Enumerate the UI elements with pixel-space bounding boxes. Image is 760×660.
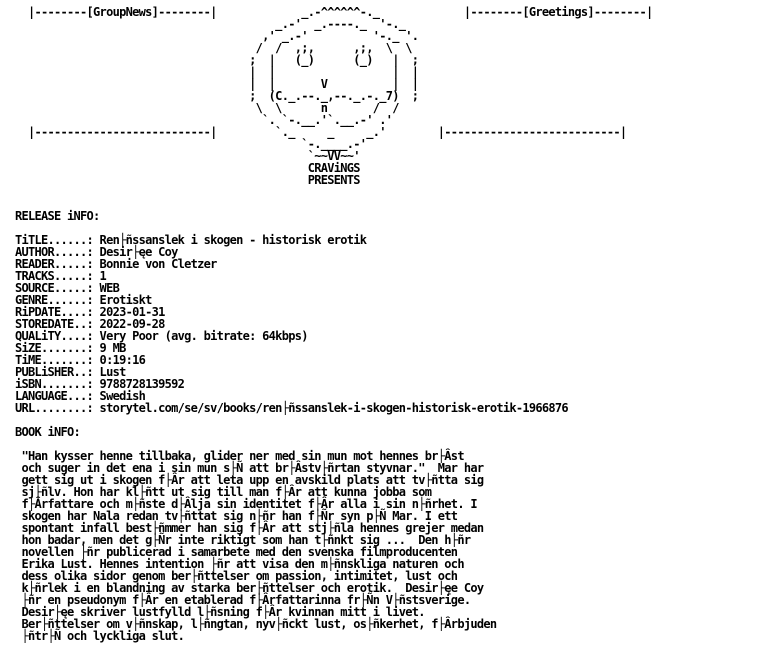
nfo-line: STOREDATE..: 2022-09-28 [15, 317, 165, 331]
nfo-line: PUBLiSHER..: Lust [15, 365, 126, 379]
nfo-line: `~~VV~~' [15, 149, 360, 163]
nfo-line: `. `-.__.'`.__.-' .' [15, 113, 393, 127]
nfo-line: TiME.......: 0:19:16 [15, 353, 146, 367]
nfo-line: | | V | | [15, 77, 419, 91]
nfo-line: spontant infall best├ñmmer han sig f├Âr att stj├ñla hennes grejer medan [15, 521, 484, 535]
nfo-line: LANGUAGE...: Swedish [15, 389, 146, 403]
nfo-line: och suger in det ena i sin mun s├Ñ att br├Âstv├ñrtan styvnar." Mar har [15, 461, 484, 475]
nfo-line: TiTLE......: Ren├ñssanslek i skogen - historisk erotik [15, 233, 367, 247]
nfo-line: / / ,;, ,;, \ \ [15, 41, 412, 55]
nfo-line: _.-' _.----._ '-._ [15, 17, 406, 31]
nfo-line: Ber├ñttelser om v├ñnskap, l├ñngtan, nyv├ñckt lust, os├ñkerhet, f├Ârbjuden [15, 617, 497, 631]
nfo-line: ; | (_) (_) | ; [15, 53, 419, 67]
nfo-line: f├Ârfattare och m├ñste d├Âlja sin identitet f├Âr alla i sin n├ñrhet. I [15, 497, 477, 511]
nfo-line: RiPDATE....: 2023-01-31 [15, 305, 165, 319]
nfo-line: CRAViNGS [15, 161, 360, 175]
nfo-line: Erika Lust. Hennes intention ├ñr att visa den m├ñnskliga naturen och [15, 557, 464, 571]
nfo-line: ├ñtr├Ñ och lyckliga slut. [15, 629, 185, 643]
nfo-line: BOOK iNFO: [15, 425, 81, 439]
nfo-line: |--------[GroupNews]--------| _.-^^^^^^-._ |--------[Greetings]--------| [15, 5, 653, 19]
nfo-line: `-.____.-' [15, 137, 367, 151]
nfo-line: \ \ n / / [15, 101, 399, 115]
nfo-line: ; (C._.--._,--._.-._7) ; [15, 89, 419, 103]
nfo-line: sj├ñlv. Hon har kl├ñtt ut sig till man f├Âr att kunna jobba som [15, 485, 432, 499]
nfo-line: iSBN.......: 9788728139592 [15, 377, 185, 391]
nfo-line [15, 198, 760, 210]
nfo-line: |---------------------------| `._ _ _.' |---------------------------| [15, 125, 627, 139]
nfo-line: PRESENTS [15, 173, 360, 187]
nfo-line: "Han kysser henne tillbaka, glider ner med sin mun mot hennes br├Âst [15, 449, 464, 463]
nfo-line: k├ñrlek i en blandning av starka ber├ñttelser och erotik. Desir├ęe Coy [15, 581, 484, 595]
nfo-line: ├ñr en pseudonym f├Âr en etablerad f├Ârfattarinna fr├Ñn V├ñstsverige. [15, 593, 471, 607]
nfo-line: URL........: storytel.com/se/sv/books/ren├ñssanslek-i-skogen-historisk-erotik-1966876 [15, 401, 568, 415]
nfo-line: novellen ├ñr publicerad i samarbete med den svenska filmproducenten [15, 545, 458, 559]
nfo-line [15, 414, 760, 426]
nfo-line: QUALiTY....: Very Poor (avg. bitrate: 64kbps) [15, 329, 308, 343]
nfo-line: AUTHOR.....: Desir├ęe Coy [15, 245, 178, 259]
nfo-line: RELEASE iNFO: [15, 209, 100, 223]
nfo-line: READER.....: Bonnie von Cletzer [15, 257, 217, 271]
nfo-line: dess olika sidor genom ber├ñttelser om passion, intimitet, lust och [15, 569, 458, 583]
nfo-line: SiZE.......: 9 MB [15, 341, 126, 355]
nfo-line: ,' _.-' '-._ '. [15, 29, 419, 43]
nfo-line [15, 186, 760, 198]
nfo-line: | | | | [15, 65, 419, 79]
nfo-line: Desir├ęe skriver lustfylld l├ñsning f├Âr kvinnan mitt i livet. [15, 605, 425, 619]
nfo-line: gett sig ut i skogen f├Âr att leta upp en avskild plats att tv├ñtta sig [15, 473, 484, 487]
nfo-line: hon badar, men det g├Ñr inte riktigt som han t├ñnkt sig ... Den h├ñr [15, 533, 471, 547]
nfo-line: TRACKS.....: 1 [15, 269, 107, 283]
nfo-line: SOURCE.....: WEB [15, 281, 120, 295]
nfo-line: GENRE......: Erotiskt [15, 293, 152, 307]
nfo-line: skogen har Nala redan tv├ñttat sig n├ñr han f├Ñr syn p├Ñ Mar. I ett [15, 509, 458, 523]
